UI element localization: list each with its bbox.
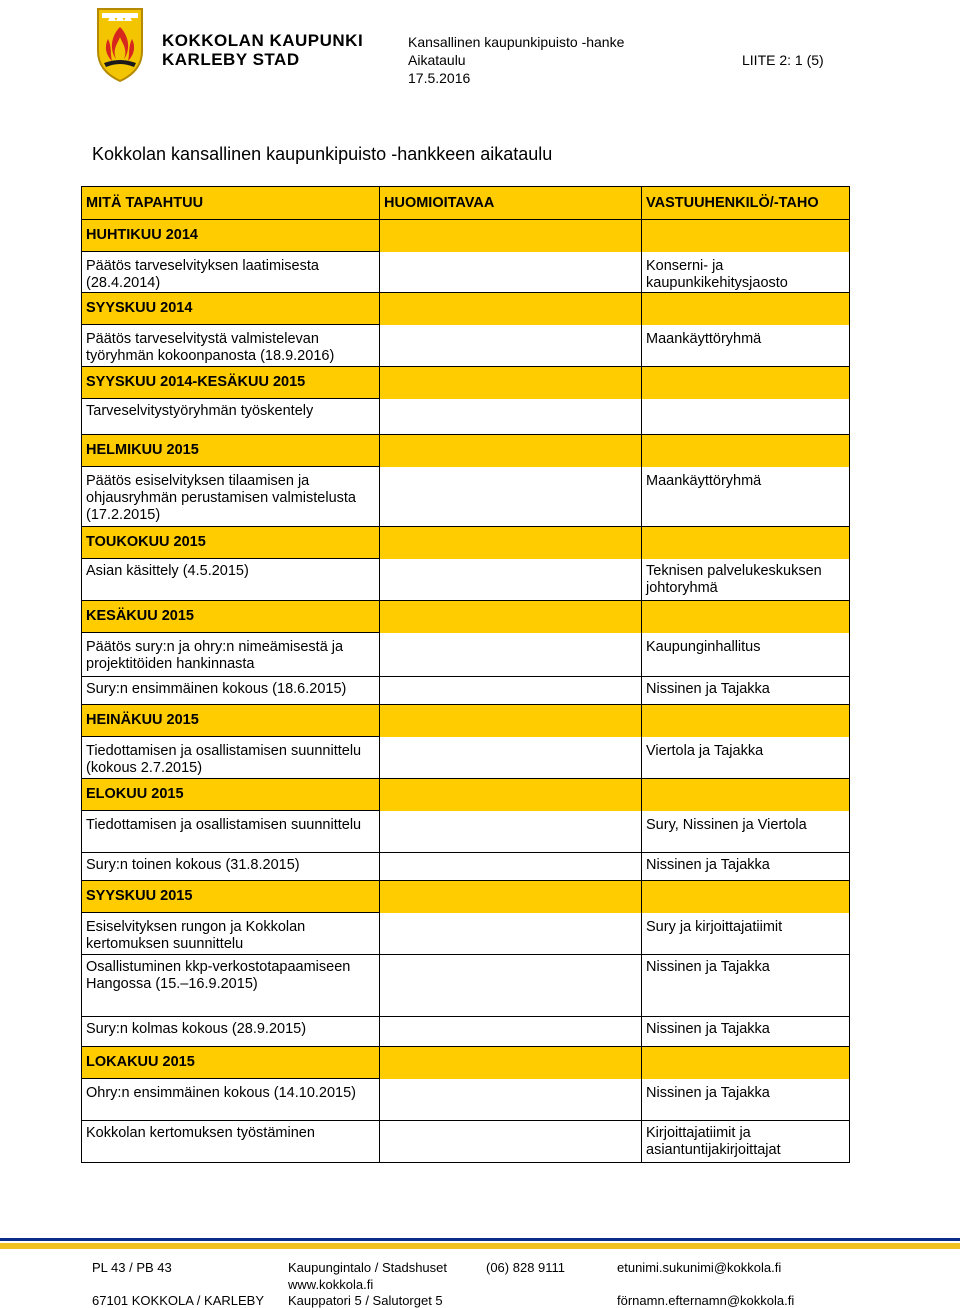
responsible-text: Teknisen palvelukeskuksen johtoryhmä xyxy=(642,559,850,601)
month-row xyxy=(82,367,850,399)
footer-website-link[interactable]: www.kokkola.fi xyxy=(288,1277,374,1292)
footer-street-address: Kauppatori 5 / Salutorget 5 xyxy=(288,1293,443,1308)
responsible-text: Nissinen ja Tajakka xyxy=(642,677,850,705)
table-header-row xyxy=(82,187,850,220)
column-header-what: MITÄ TAPAHTUU xyxy=(82,187,380,220)
footer-rule-blue xyxy=(0,1238,960,1241)
responsible-text: Konserni- ja kaupunkikehitysjaosto xyxy=(642,252,850,293)
responsible-text: Nissinen ja Tajakka xyxy=(642,955,850,1017)
table-row xyxy=(82,252,850,293)
event-text: Päätös tarveselvitystä valmistelevan työryhmän kokoonpanosta (18.9.2016) xyxy=(82,325,380,367)
table-row xyxy=(82,811,850,853)
table-row xyxy=(82,633,850,677)
document-date: 17.5.2016 xyxy=(408,70,471,86)
month-label: HUHTIKUU 2014 xyxy=(82,220,380,252)
month-row xyxy=(82,881,850,913)
month-row xyxy=(82,527,850,559)
table-row xyxy=(82,955,850,1017)
footer-phone: (06) 828 9111 xyxy=(486,1260,566,1275)
month-row xyxy=(82,601,850,633)
event-text: Sury:n kolmas kokous (28.9.2015) xyxy=(82,1017,380,1047)
table-row xyxy=(82,1121,850,1163)
month-row xyxy=(82,779,850,811)
document-type: Aikataulu xyxy=(408,52,466,68)
column-header-responsible: VASTUUHENKILÖ/-TAHO xyxy=(642,187,850,220)
responsible-text: Viertola ja Tajakka xyxy=(642,737,850,779)
event-text: Päätös tarveselvityksen laatimisesta (28.4.2014) xyxy=(82,252,380,293)
responsible-text: Nissinen ja Tajakka xyxy=(642,853,850,881)
month-row xyxy=(82,293,850,325)
month-row xyxy=(82,1047,850,1079)
responsible-text: Kirjoittajatiimit ja asiantuntijakirjoittajat xyxy=(642,1121,850,1163)
month-label: KESÄKUU 2015 xyxy=(82,601,380,633)
table-row xyxy=(82,559,850,601)
responsible-text: Sury, Nissinen ja Viertola xyxy=(642,811,850,853)
table-row xyxy=(82,1079,850,1121)
schedule-table xyxy=(81,186,850,1163)
footer-pobox: PL 43 / PB 43 xyxy=(92,1260,172,1275)
footer-building: Kaupungintalo / Stadshuset xyxy=(288,1260,448,1275)
month-label: HEINÄKUU 2015 xyxy=(82,705,380,737)
event-text: Osallistuminen kkp-verkostotapaamiseen Hangossa (15.–16.9.2015) xyxy=(82,955,380,1017)
event-text: Tiedottamisen ja osallistamisen suunnittelu xyxy=(82,811,380,853)
event-text: Sury:n toinen kokous (31.8.2015) xyxy=(82,853,380,881)
event-text: Tarveselvitystyöryhmän työskentely xyxy=(82,399,380,435)
city-coat-of-arms-logo xyxy=(88,3,152,85)
city-name-swedish: KARLEBY STAD xyxy=(162,50,300,69)
month-label: HELMIKUU 2015 xyxy=(82,435,380,467)
table-row xyxy=(82,1017,850,1047)
appendix-number: LIITE 2: 1 (5) xyxy=(742,52,824,68)
responsible-text: Nissinen ja Tajakka xyxy=(642,1079,850,1121)
column-header-notes: HUOMIOITAVAA xyxy=(380,187,642,220)
responsible-text: Maankäyttöryhmä xyxy=(642,467,850,527)
footer-email-swedish[interactable]: förnamn.efternamn@kokkola.fi xyxy=(617,1293,795,1308)
responsible-text: Maankäyttöryhmä xyxy=(642,325,850,367)
responsible-text: Kaupunginhallitus xyxy=(642,633,850,677)
event-text: Kokkolan kertomuksen työstäminen xyxy=(82,1121,380,1163)
event-text: Päätös esiselvityksen tilaamisen ja ohjausryhmän perustamisen valmistelusta (17.2.2015) xyxy=(82,467,380,527)
footer-postal-address: 67101 KOKKOLA / KARLEBY xyxy=(92,1293,264,1308)
month-label: TOUKOKUU 2015 xyxy=(82,527,380,559)
event-text: Asian käsittely (4.5.2015) xyxy=(82,559,380,601)
document-title: Kokkolan kansallinen kaupunkipuisto -hankkeen aikataulu xyxy=(92,144,553,164)
event-text: Päätös sury:n ja ohry:n nimeämisestä ja projektitöiden hankinnasta xyxy=(82,633,380,677)
month-row xyxy=(82,220,850,252)
table-row xyxy=(82,677,850,705)
event-text: Tiedottamisen ja osallistamisen suunnittelu (kokous 2.7.2015) xyxy=(82,737,380,779)
month-label: ELOKUU 2015 xyxy=(82,779,380,811)
project-name: Kansallinen kaupunkipuisto -hanke xyxy=(408,34,625,50)
table-row xyxy=(82,853,850,881)
footer-rule-yellow xyxy=(0,1243,960,1249)
responsible-text xyxy=(642,399,850,435)
table-row xyxy=(82,325,850,367)
month-label: SYYSKUU 2014 xyxy=(82,293,380,325)
footer-email-finnish[interactable]: etunimi.sukunimi@kokkola.fi xyxy=(617,1260,782,1275)
table-row xyxy=(82,467,850,527)
month-row xyxy=(82,705,850,737)
table-row xyxy=(82,399,850,435)
table-row xyxy=(82,913,850,955)
month-label: SYYSKUU 2014-KESÄKUU 2015 xyxy=(82,367,380,399)
table-row xyxy=(82,737,850,779)
month-label: LOKAKUU 2015 xyxy=(82,1047,380,1079)
event-text: Esiselvityksen rungon ja Kokkolan kertomuksen suunnittelu xyxy=(82,913,380,955)
event-text: Sury:n ensimmäinen kokous (18.6.2015) xyxy=(82,677,380,705)
event-text: Ohry:n ensimmäinen kokous (14.10.2015) xyxy=(82,1079,380,1121)
responsible-text: Sury ja kirjoittajatiimit xyxy=(642,913,850,955)
month-row xyxy=(82,435,850,467)
responsible-text: Nissinen ja Tajakka xyxy=(642,1017,850,1047)
month-label: SYYSKUU 2015 xyxy=(82,881,380,913)
city-name-finnish: KOKKOLAN KAUPUNKI xyxy=(162,31,364,50)
